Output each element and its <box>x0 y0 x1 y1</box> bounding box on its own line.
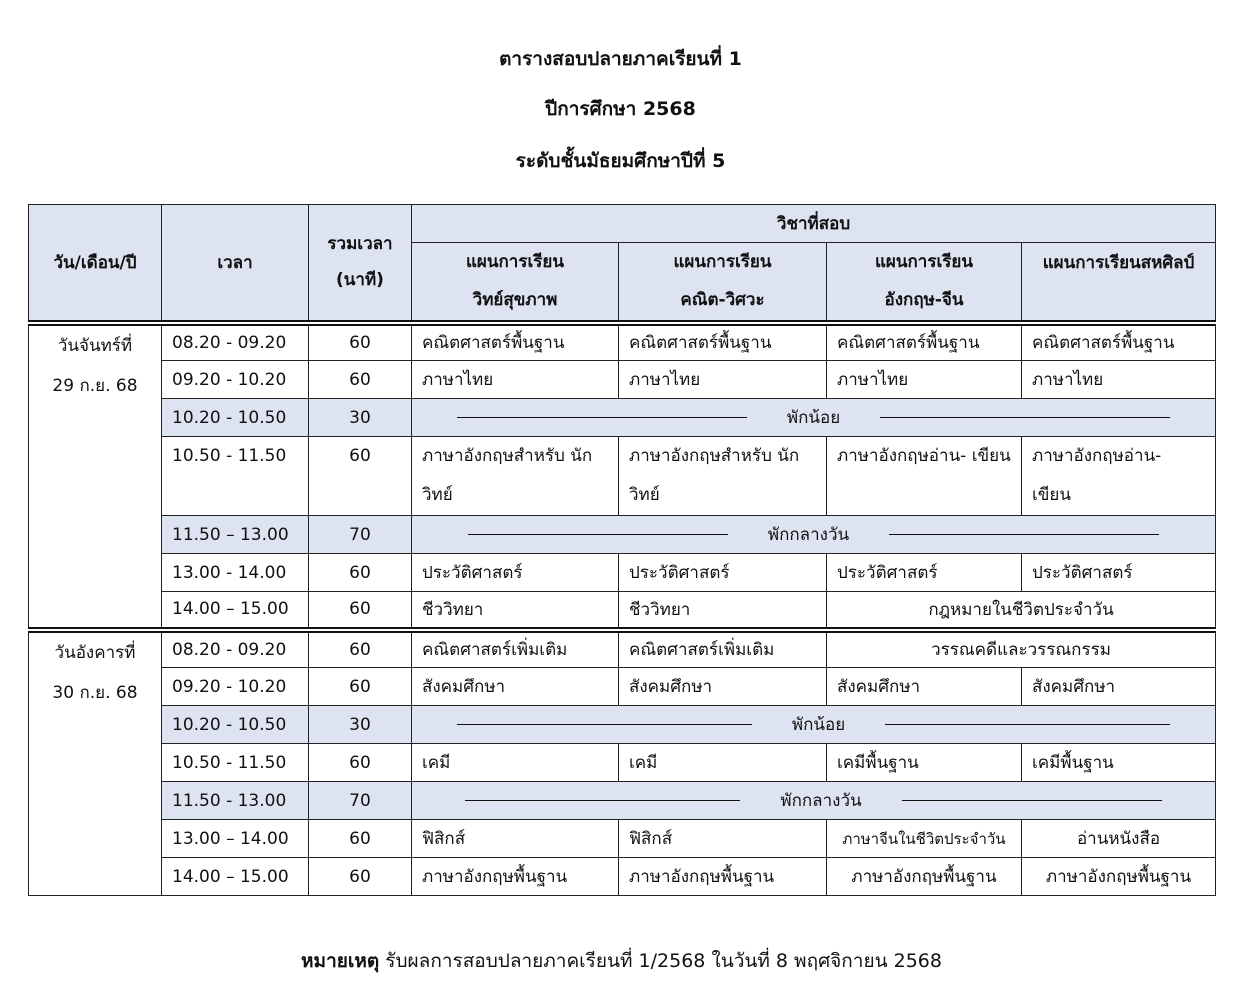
footnote-label: หมายเหตุ <box>301 950 380 972</box>
break-line-right <box>889 534 1159 535</box>
subject-cell: คณิตศาสตร์เพิ่มเติม <box>619 630 827 668</box>
day-label: วันอังคารที่ <box>54 642 136 663</box>
time-cell: 10.20 - 10.50 <box>162 706 309 744</box>
minutes-cell: 60 <box>309 437 412 516</box>
header-date: วัน/เดือน/ปี <box>29 205 162 323</box>
subject-cell: คณิตศาสตร์พื้นฐาน <box>619 323 827 361</box>
table-row <box>29 437 1216 516</box>
break-line-left <box>457 724 752 725</box>
subject-cell: ภาษาไทย <box>1022 361 1216 399</box>
day-date: 29 ก.ย. 68 <box>52 375 138 396</box>
subject-cell: ภาษาอังกฤษพื้นฐาน <box>1022 858 1216 896</box>
break-line-right <box>902 800 1162 801</box>
subject-cell: ภาษาอังกฤษพื้นฐาน <box>412 858 619 896</box>
time-cell: 08.20 - 09.20 <box>162 630 309 668</box>
subject-cell-merged: กฎหมายในชีวิตประจำวัน <box>827 592 1216 630</box>
time-cell: 14.00 – 15.00 <box>162 858 309 896</box>
subject-cell: ภาษาจีนในชีวิตประจำวัน <box>827 820 1022 858</box>
subject-cell: อ่านหนังสือ <box>1022 820 1216 858</box>
subject-cell: ภาษาไทย <box>412 361 619 399</box>
subject-cell: เคมี <box>412 744 619 782</box>
time-cell: 10.20 - 10.50 <box>162 399 309 437</box>
subject-cell: ภาษาอังกฤษสำหรับ นักวิทย์ <box>412 437 619 516</box>
subject-cell: เคมี <box>619 744 827 782</box>
break-row <box>29 782 1216 820</box>
subject-cell: ภาษาอังกฤษอ่าน- เขียน <box>1022 437 1216 516</box>
subject-cell: ประวัติศาสตร์ <box>1022 554 1216 592</box>
break-line-right <box>880 417 1170 418</box>
table-row <box>29 858 1216 896</box>
subject-cell: ภาษาอังกฤษอ่าน- เขียน <box>827 437 1022 516</box>
subject-cell: ภาษาไทย <box>827 361 1022 399</box>
minutes-cell: 60 <box>309 744 412 782</box>
break-label: พักกลางวัน <box>780 791 862 811</box>
minutes-cell: 60 <box>309 554 412 592</box>
break-cell <box>412 782 1216 820</box>
day-date: 30 ก.ย. 68 <box>52 682 138 703</box>
subject-cell: สังคมศึกษา <box>412 668 619 706</box>
header-plan-3 <box>827 243 1022 323</box>
subject-cell: ภาษาไทย <box>619 361 827 399</box>
title-line-3: ระดับชั้นมัธยมศึกษาปีที่ 5 <box>515 150 726 172</box>
header-plan-1-line1: แผนการเรียน <box>465 252 565 273</box>
table-row <box>29 668 1216 706</box>
exam-schedule-table <box>28 204 1216 896</box>
table-row <box>29 630 1216 668</box>
break-row <box>29 399 1216 437</box>
header-subjects: วิชาที่สอบ <box>412 205 1216 243</box>
time-cell: 14.00 – 15.00 <box>162 592 309 630</box>
table-row <box>29 820 1216 858</box>
subject-cell: คณิตศาสตร์เพิ่มเติม <box>412 630 619 668</box>
table-row <box>29 744 1216 782</box>
break-label: พักกลางวัน <box>767 525 850 545</box>
minutes-cell: 30 <box>309 399 412 437</box>
subject-cell: ประวัติศาสตร์ <box>619 554 827 592</box>
subject-cell: เคมีพื้นฐาน <box>827 744 1022 782</box>
day-cell <box>29 323 162 630</box>
minutes-cell: 60 <box>309 858 412 896</box>
break-line-right <box>885 724 1170 725</box>
subject-cell-merged: วรรณคดีและวรรณกรรม <box>827 630 1216 668</box>
day-label: วันจันทร์ที่ <box>57 335 133 356</box>
subject-cell: ภาษาอังกฤษพื้นฐาน <box>827 858 1022 896</box>
header-plan-3-line1: แผนการเรียน <box>874 252 974 273</box>
header-total <box>309 205 412 323</box>
break-cell <box>412 706 1216 744</box>
header-plan-3-line2: อังกฤษ-จีน <box>884 290 964 311</box>
subject-cell: เคมีพื้นฐาน <box>1022 744 1216 782</box>
footnote-text: รับผลการสอบปลายภาคเรียนที่ 1/2568 ในวันที่ 8 พฤศจิกายน 2568 <box>379 950 942 972</box>
minutes-cell: 70 <box>309 782 412 820</box>
subject-cell: สังคมศึกษา <box>619 668 827 706</box>
time-cell: 11.50 – 13.00 <box>162 516 309 554</box>
header-total-line2: (นาที) <box>336 270 384 291</box>
time-cell: 11.50 - 13.00 <box>162 782 309 820</box>
minutes-cell: 60 <box>309 592 412 630</box>
header-total-line1: รวมเวลา <box>327 234 393 255</box>
break-row <box>29 706 1216 744</box>
minutes-cell: 60 <box>309 820 412 858</box>
header-plan-2-line1: แผนการเรียน <box>673 252 772 273</box>
subject-cell: สังคมศึกษา <box>827 668 1022 706</box>
minutes-cell: 60 <box>309 361 412 399</box>
break-cell <box>412 399 1216 437</box>
subject-cell: ฟิสิกส์ <box>412 820 619 858</box>
subject-cell: คณิตศาสตร์พื้นฐาน <box>412 323 619 361</box>
time-cell: 13.00 - 14.00 <box>162 554 309 592</box>
title-line-2: ปีการศึกษา 2568 <box>545 98 696 120</box>
subject-cell: คณิตศาสตร์พื้นฐาน <box>827 323 1022 361</box>
time-cell: 13.00 – 14.00 <box>162 820 309 858</box>
table-row <box>29 361 1216 399</box>
subject-cell: คณิตศาสตร์พื้นฐาน <box>1022 323 1216 361</box>
time-cell: 10.50 - 11.50 <box>162 437 309 516</box>
time-cell: 09.20 - 10.20 <box>162 668 309 706</box>
subject-cell: ชีววิทยา <box>619 592 827 630</box>
subject-cell: ภาษาอังกฤษสำหรับ นักวิทย์ <box>619 437 827 516</box>
subject-cell: ภาษาอังกฤษพื้นฐาน <box>619 858 827 896</box>
footnote <box>28 946 1215 976</box>
table-row <box>29 323 1216 361</box>
break-line-left <box>457 417 747 418</box>
subject-cell: สังคมศึกษา <box>1022 668 1216 706</box>
break-label: พักน้อย <box>791 715 846 735</box>
title-line-1: ตารางสอบปลายภาคเรียนที่ 1 <box>499 48 742 70</box>
subject-cell: ประวัติศาสตร์ <box>827 554 1022 592</box>
header-plan-2-line2: คณิต-วิศวะ <box>680 290 765 311</box>
break-line-left <box>465 800 740 801</box>
header-time: เวลา <box>162 205 309 323</box>
time-cell: 10.50 - 11.50 <box>162 744 309 782</box>
header-plan-4: แผนการเรียนสหศิลป์ <box>1022 243 1216 323</box>
day-cell <box>29 630 162 896</box>
table-row <box>29 592 1216 630</box>
minutes-cell: 30 <box>309 706 412 744</box>
minutes-cell: 70 <box>309 516 412 554</box>
minutes-cell: 60 <box>309 323 412 361</box>
table-row <box>29 554 1216 592</box>
break-cell <box>412 516 1216 554</box>
subject-cell: ประวัติศาสตร์ <box>412 554 619 592</box>
header-plan-2 <box>619 243 827 323</box>
subject-cell: ฟิสิกส์ <box>619 820 827 858</box>
time-cell: 09.20 - 10.20 <box>162 361 309 399</box>
break-line-left <box>468 534 728 535</box>
header-plan-1 <box>412 243 619 323</box>
time-cell: 08.20 - 09.20 <box>162 323 309 361</box>
header-plan-1-line2: วิทย์สุขภาพ <box>472 290 558 311</box>
subject-cell: ชีววิทยา <box>412 592 619 630</box>
minutes-cell: 60 <box>309 630 412 668</box>
break-row <box>29 516 1216 554</box>
break-label: พักน้อย <box>786 408 841 428</box>
minutes-cell: 60 <box>309 668 412 706</box>
